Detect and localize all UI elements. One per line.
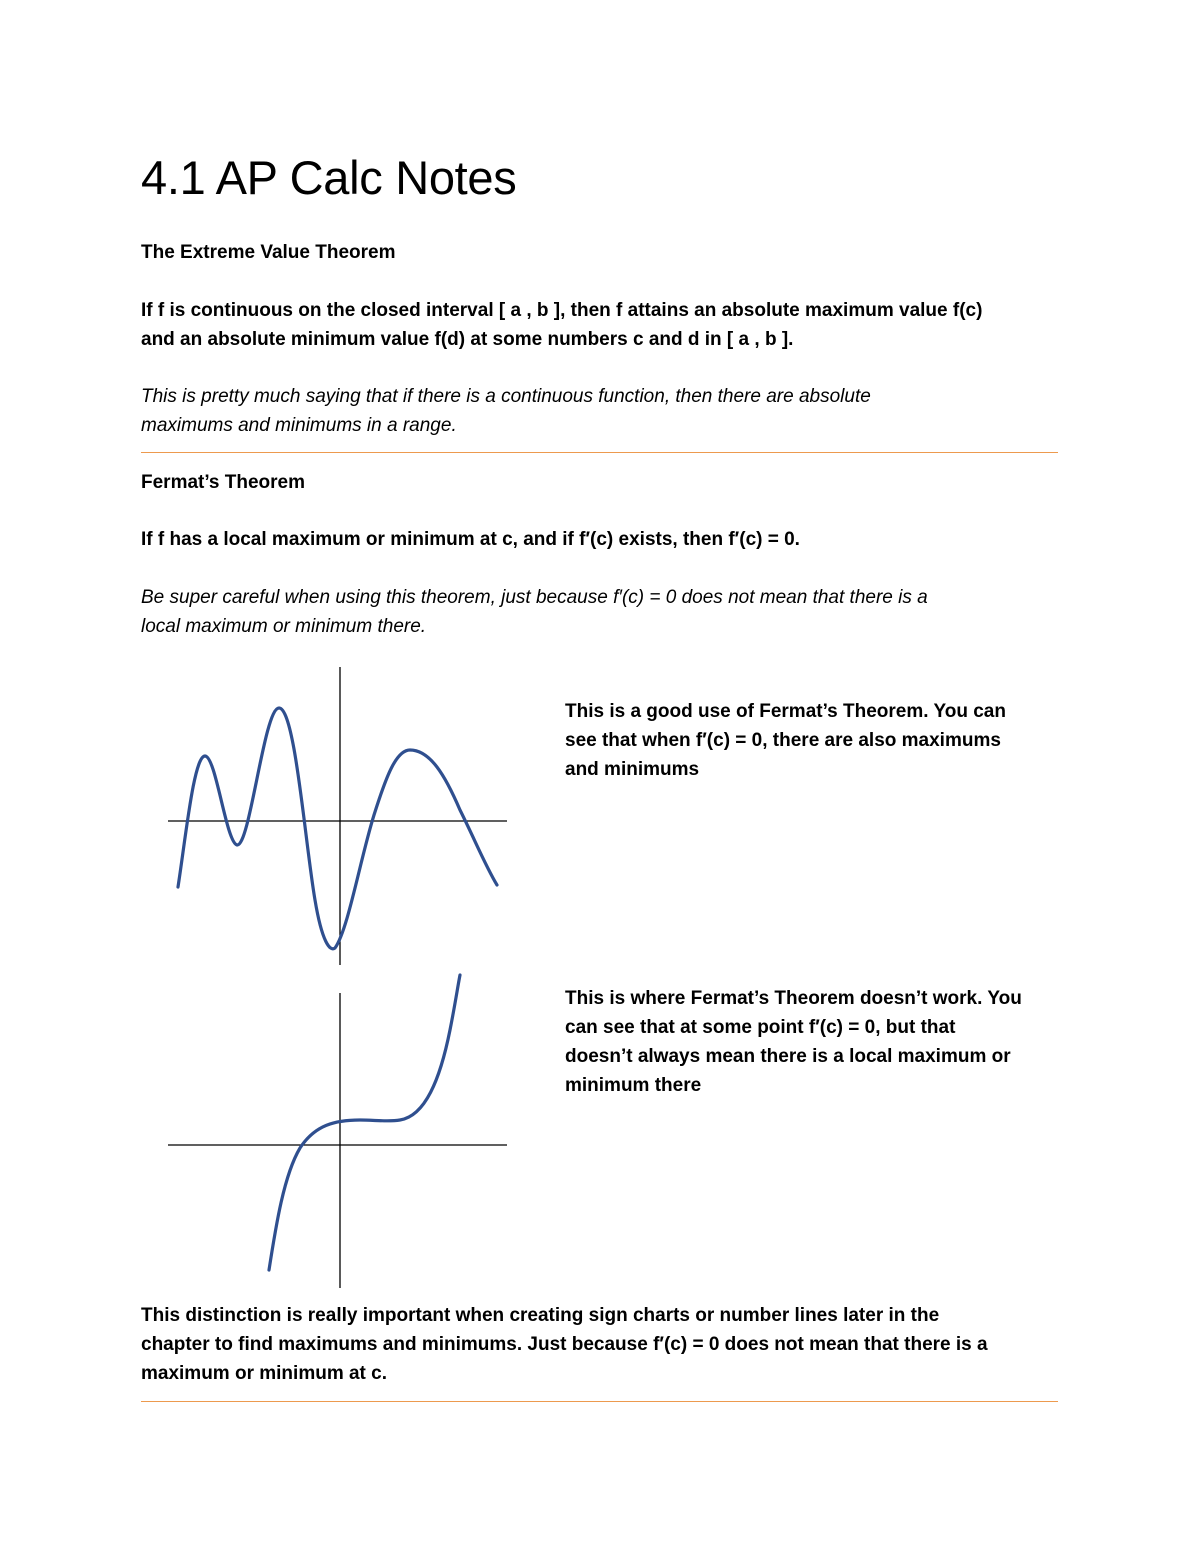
section-divider [141, 452, 1058, 453]
conclusion-line2: chapter to find maximums and minimums. Just because f′(c) = 0 does not mean that there is a [141, 1334, 988, 1355]
evt-statement-line2: and an absolute minimum value f(d) at some numbers c and d in [ a , b ]. [141, 329, 794, 350]
evt-note-line1: This is pretty much saying that if there is a continuous function, then there are absolute [141, 386, 871, 407]
conclusion-paragraph [141, 1301, 1061, 1388]
figure2-caption-line2: can see that at some point f′(c) = 0, but that [565, 1017, 956, 1038]
evt-statement-line1: If f is continuous on the closed interval [ a , b ], then f attains an absolute maximum value f(c) [141, 300, 983, 321]
figure2-caption-line4: minimum there [565, 1075, 702, 1096]
fermat-statement: If f has a local maximum or minimum at c, and if f′(c) exists, then f′(c) = 0. [141, 529, 800, 550]
graph-cubic-curve-icon [160, 970, 520, 1295]
evt-statement [141, 296, 1061, 354]
section-divider [141, 1401, 1058, 1402]
oscillating-curve [178, 708, 497, 949]
figure2-caption [565, 984, 1055, 1100]
figure2-caption-line1: This is where Fermat’s Theorem doesn’t work. You [565, 988, 1022, 1009]
fermat-note-line1: Be super careful when using this theorem, just because f′(c) = 0 does not mean that there is a [141, 587, 928, 608]
figure1-caption-line3: and minimums [565, 759, 700, 780]
page-title: 4.1 AP Calc Notes [141, 151, 517, 204]
evt-note [141, 382, 1061, 440]
graph-oscillating-curve-icon [160, 660, 520, 970]
figure1-caption-line1: This is a good use of Fermat’s Theorem. You can [565, 701, 1006, 722]
figure1-caption-line2: see that when f′(c) = 0, there are also maximums [565, 730, 1001, 751]
fermat-note-line2: local maximum or minimum there. [141, 616, 427, 637]
conclusion-line1: This distinction is really important when creating sign charts or number lines later in the [141, 1305, 940, 1326]
figure2-caption-line3: doesn’t always mean there is a local maximum or [565, 1046, 1011, 1067]
fermat-heading: Fermat’s Theorem [141, 472, 306, 493]
figure1-caption [565, 697, 1055, 784]
conclusion-line3: maximum or minimum at c. [141, 1363, 388, 1384]
fermat-note [141, 583, 1061, 641]
cubic-curve [269, 975, 460, 1270]
evt-note-line2: maximums and minimums in a range. [141, 415, 457, 436]
evt-heading: The Extreme Value Theorem [141, 242, 396, 263]
